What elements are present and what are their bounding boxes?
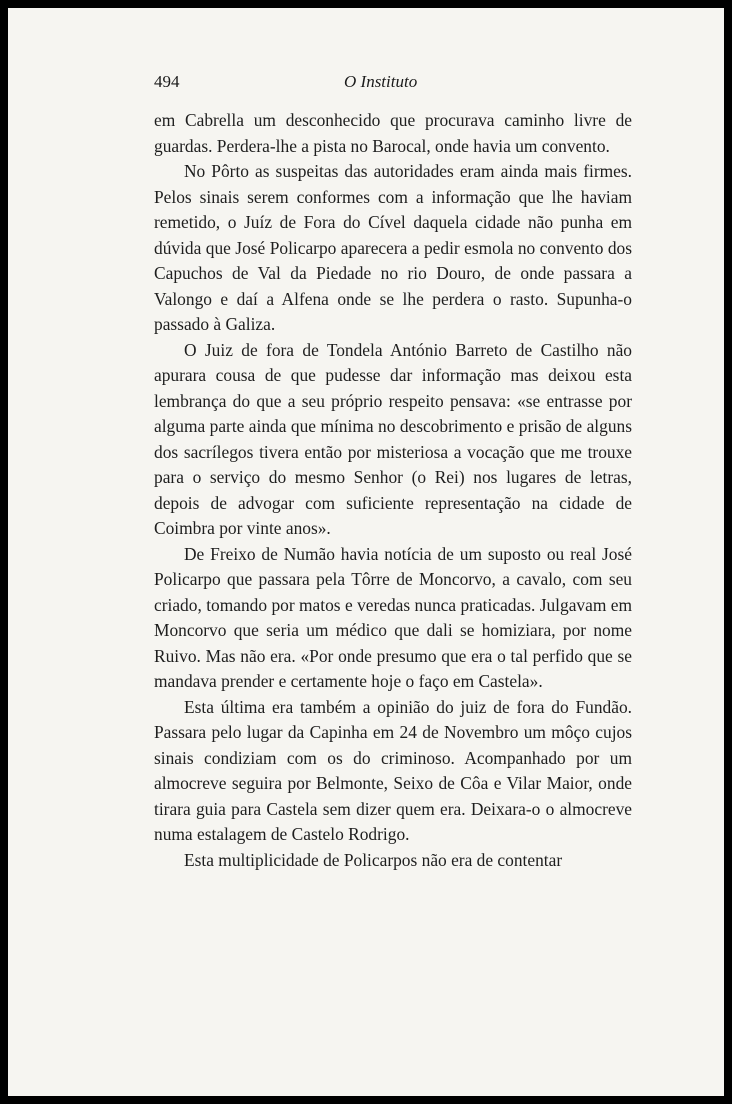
paragraph: O Juiz de fora de Tondela António Barreto de Castilho não apurara cousa de que pudesse dar informação mas deixou esta lembrança do que a seu próprio respeito pensava: «se entrasse por alguma parte ainda que mínima no descobrimento e prisão de alguns dos sacrílegos tivera então por misteriosa a vocação que me trouxe para o serviço do mesmo Senhor (o Rei) nos lugares de letras, depois de advogar com suficiente representação na cidade de Coimbra por vinte anos».: [154, 339, 632, 538]
running-header: [154, 72, 634, 96]
paragraph: De Freixo de Numão havia notícia de um suposto ou real José Policarpo que passara pela Tôrre de Moncorvo, a cavalo, com seu criado, tomando por matos e veredas nunca praticadas. Julgavam em Moncorvo que seria um médico que dali se homiziara, por nome Ruivo. Mas não era. «Por onde presumo que era o tal perfido que se mandava prender e certamente hoje o faço em Castela».: [154, 543, 632, 691]
paragraph: No Pôrto as suspeitas das autoridades eram ainda mais firmes. Pelos sinais serem conformes com a informação que lhe haviam remetido, o Juíz de Fora do Cível daquela cidade não punha em dúvida que José Policarpo aparecera a pedir esmola no convento dos Capuchos de Val da Piedade no rio Douro, de onde passara a Valongo e daí a Alfena onde se lhe perdera o rasto. Supunha-o passado à Galiza.: [154, 161, 632, 334]
body-text: [154, 108, 632, 873]
page-sheet: [8, 8, 724, 1096]
journal-title: O Instituto: [344, 72, 418, 91]
paragraph: Esta multiplicidade de Policarpos não era de contentar: [184, 849, 563, 870]
page-number: 494: [154, 72, 180, 91]
paragraph: em Cabrella um desconhecido que procurava caminho livre de guardas. Perdera-lhe a pista no Barocal, onde havia um convento.: [154, 110, 632, 156]
paragraph: Esta última era também a opinião do juiz de fora do Fundão. Passara pelo lugar da Capinha em 24 de Novembro um môço cujos sinais condiziam com os do criminoso. Acompanhado por um almocreve seguira por Belmonte, Seixo de Côa e Vilar Maior, onde tirara guia para Castela sem dizer quem era. Deixara-o o almocreve numa estalagem de Castelo Rodrigo.: [154, 696, 632, 844]
